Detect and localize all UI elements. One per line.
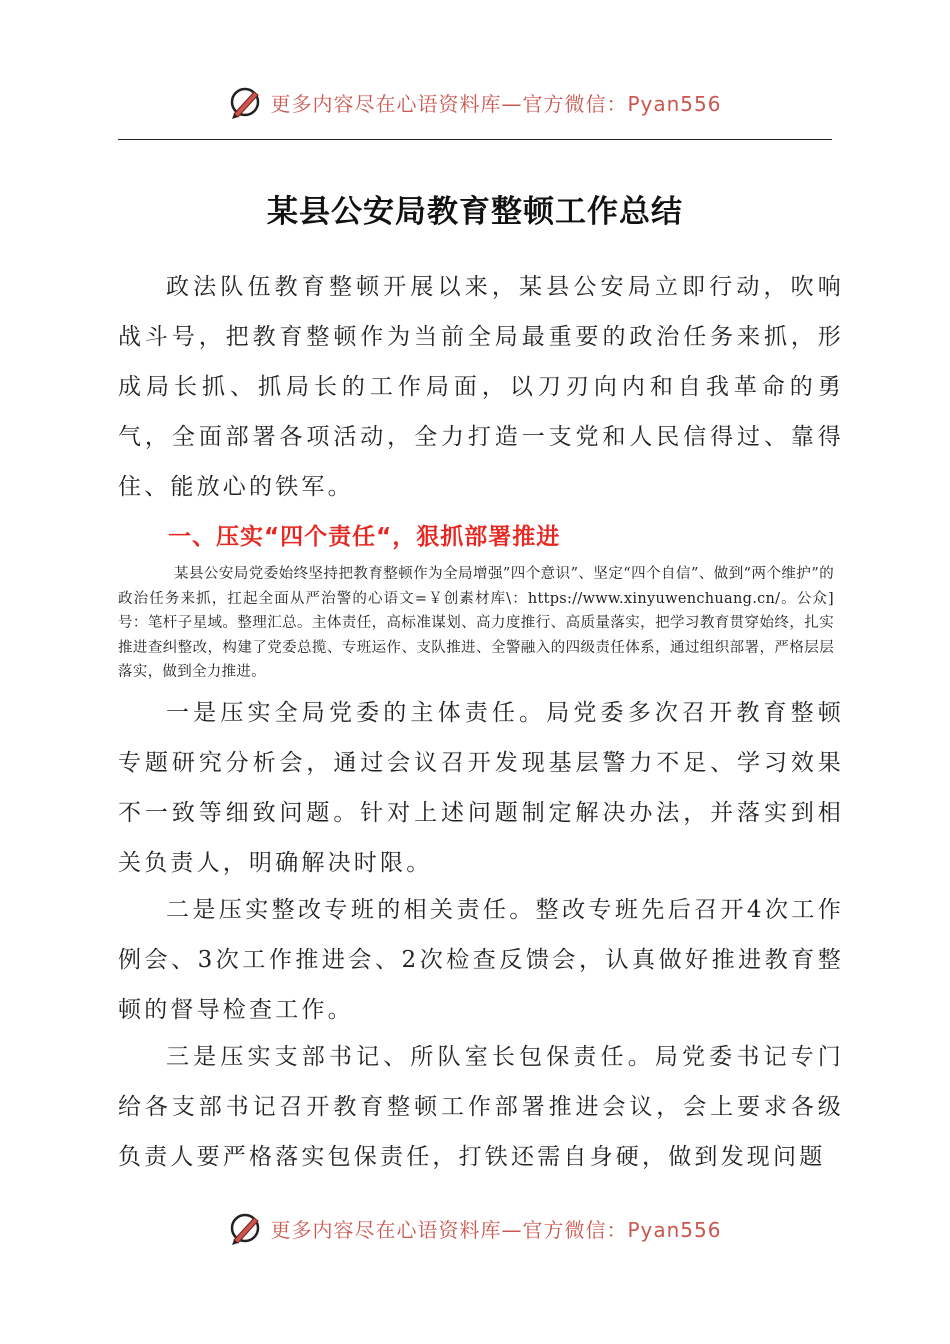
intro-paragraph: 政法队伍教育整顿开展以来，某县公安局立即行动，吹响战斗号，把教育整顿作为当前全局最重要的政治任务来抓，形成局长抓、抓局长的工作局面，以刀刃向内和自我革命的勇气，全面部署各项活动，全力打造一支党和人民信得过、靠得住、能放心的铁军。 xyxy=(118,274,844,500)
section-heading: 一、压实“四个责任“，狠抓部署推进 xyxy=(168,524,561,550)
body-paragraph: 二是压实整改专班的相关责任。整改专班先后召开4次工作例会、3次工作推进会、2次检查反馈会，认真做好推进教育整顿的督导检查工作。 xyxy=(118,897,844,1023)
watermark-text: 更多内容尽在心语资料库—官方微信：Pyan556 xyxy=(270,1217,722,1242)
watermark-text: 更多内容尽在心语资料库—官方微信：Pyan556 xyxy=(270,91,722,116)
page-title: 某县公安局教育整顿工作总结 xyxy=(267,194,683,230)
body-paragraph: 三是压实支部书记、所队室长包保责任。局党委书记专门给各支部书记召开教育整顿工作部署推进会议，会上要求各级负责人要严格落实包保责任，打铁还需自身硬，做到发现问题 xyxy=(118,1044,844,1170)
footer-watermark xyxy=(0,1208,950,1248)
header-divider xyxy=(118,139,832,140)
header-watermark xyxy=(0,82,950,122)
pen-circle-logo-icon xyxy=(228,84,264,120)
pen-circle-logo-icon xyxy=(228,1210,264,1246)
section-summary: 某县公安局党委始终坚持把教育整顿作为全局增强”四个意识”、坚定“四个自信”、做到“两个维护”的政治任务来抓，扛起全面从严治警的心语文=￥创素材库\：https://www.xinyuwenchuang.cn/。公众]号：笔杆子星域。整理汇总。主体责任，高标准谋划、高力度推行、高质量落实，把学习教育贯穿始终，扎实推进查纠整改，构建了党委总揽、专班运作、支队推进、全警融入的四级责任体系，通过组织部署，严格层层落实，做到全力推进。 xyxy=(118,566,834,680)
body-paragraph: 一是压实全局党委的主体责任。局党委多次召开教育整顿专题研究分析会，通过会议召开发现基层警力不足、学习效果不一致等细致问题。针对上述问题制定解决办法，并落实到相关负责人，明确解决时限。 xyxy=(118,700,844,876)
